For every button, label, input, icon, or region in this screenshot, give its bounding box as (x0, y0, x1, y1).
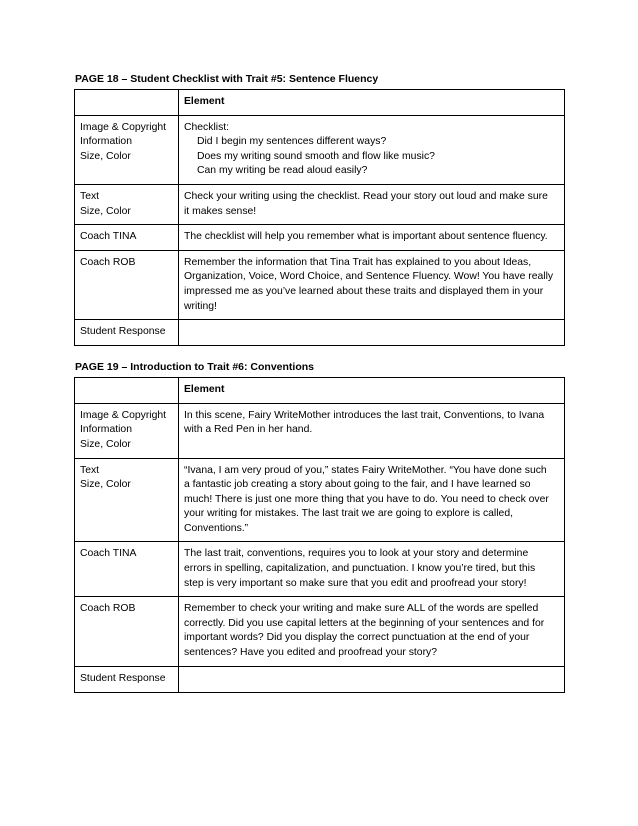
row-content (179, 542, 565, 597)
content-line: important words? Did you display the correct punctuation at the end of your (184, 632, 530, 644)
content-line: errors in spelling, capitalization, and punctuation. I know you’re tired, but this (184, 563, 536, 575)
row-label (75, 225, 179, 251)
row-label (75, 666, 179, 692)
table-row (75, 320, 565, 346)
page19-table (74, 377, 565, 693)
label-line: Coach ROB (80, 256, 136, 268)
header-cell-element: Element (179, 378, 565, 404)
response-area[interactable] (184, 672, 560, 687)
header-cell-blank (75, 378, 179, 404)
row-label (75, 597, 179, 666)
response-area[interactable] (184, 325, 560, 340)
table-header-row (75, 90, 565, 116)
label-line: Coach TINA (80, 548, 137, 560)
content-line: your writing for mistakes. The last trait we are going to explore is called, (184, 508, 513, 520)
checklist-item: Does my writing sound smooth and flow like music? (197, 150, 435, 162)
row-label (75, 320, 179, 346)
content-line: Check your writing using the checklist. Read your story out loud and make sure (184, 190, 548, 202)
content-line: sentences? Have you edited and proofread your story? (184, 647, 437, 659)
row-content (179, 225, 565, 251)
row-label (75, 115, 179, 184)
label-line: Information (80, 424, 132, 436)
label-line: Image & Copyright (80, 409, 167, 421)
table-row (75, 542, 565, 597)
table-row (75, 225, 565, 251)
page19-title: PAGE 19 – Introduction to Trait #6: Conventions (75, 361, 314, 374)
content-line: Remember the information that Tina Trait has explained to you about Ideas, (184, 256, 532, 268)
student-response-cell[interactable] (179, 666, 565, 692)
content-line: Conventions.” (184, 522, 249, 534)
label-line: Student Response (80, 672, 166, 684)
content-line: with a Red Pen in her hand. (184, 424, 313, 436)
table-row (75, 458, 565, 542)
header-cell-element: Element (179, 90, 565, 116)
content-line: a fantastic job creating a story about going to the fair, and I have learned so (184, 479, 531, 491)
table-row (75, 597, 565, 666)
row-content (179, 403, 565, 458)
label-line: Coach ROB (80, 603, 136, 615)
label-line: Size, Color (80, 479, 131, 491)
label-line: Coach TINA (80, 231, 137, 243)
row-content (179, 458, 565, 542)
page18-title: PAGE 18 – Student Checklist with Trait #5: Sentence Fluency (75, 73, 379, 85)
content-line: much! There is just one more thing that you have to do. You need to check over (184, 493, 549, 505)
row-label (75, 458, 179, 542)
student-response-cell[interactable] (179, 320, 565, 346)
table-row (75, 666, 565, 692)
row-content (179, 184, 565, 224)
row-content (179, 597, 565, 666)
content-line: Remember to check your writing and make sure ALL of the words are spelled (184, 603, 539, 615)
content-line: it makes sense! (184, 205, 257, 217)
header-cell-blank (75, 90, 179, 116)
content-line: “Ivana, I am very proud of you,” states Fairy WriteMother. “You have done such (184, 464, 547, 476)
content-line: step is very important so make sure that you edit and proofread your story! (184, 577, 527, 589)
row-content (179, 250, 565, 319)
row-label (75, 542, 179, 597)
label-line: Text (80, 190, 100, 202)
page18-table (74, 89, 565, 346)
checklist-heading: Checklist: (184, 121, 230, 133)
table-header-row (75, 378, 565, 404)
content-line: The last trait, conventions, requires you to look at your story and determine (184, 548, 529, 560)
row-label (75, 250, 179, 319)
content-line: The checklist will help you remember what is important about sentence fluency. (184, 231, 548, 243)
document-page (74, 72, 564, 693)
table-row (75, 184, 565, 224)
label-line: Information (80, 136, 132, 148)
section-gap (74, 346, 564, 360)
label-line: Size, Color (80, 438, 131, 450)
label-line: Size, Color (80, 150, 131, 162)
content-line: In this scene, Fairy WriteMother introduces the last trait, Conventions, to Ivana (184, 409, 545, 421)
label-line: Image & Copyright (80, 121, 167, 133)
content-line: Organization, Voice, Word Choice, and Sentence Fluency. Wow! You have really (184, 271, 554, 283)
content-line: impressed me as you’ve learned about these traits and displayed them in your (184, 285, 544, 297)
label-line: Text (80, 464, 100, 476)
checklist-item: Can my writing be read aloud easily? (197, 165, 368, 177)
row-content (179, 115, 565, 184)
label-line: Size, Color (80, 205, 131, 217)
content-line: writing! (184, 300, 217, 312)
label-line: Student Response (80, 326, 166, 338)
content-line: correctly. Did you use capital letters at the beginning of your sentences and for (184, 617, 545, 629)
row-label (75, 184, 179, 224)
row-label (75, 403, 179, 458)
table-row (75, 115, 565, 184)
checklist-item: Did I begin my sentences different ways? (197, 136, 387, 148)
table-row (75, 403, 565, 458)
table-row (75, 250, 565, 319)
